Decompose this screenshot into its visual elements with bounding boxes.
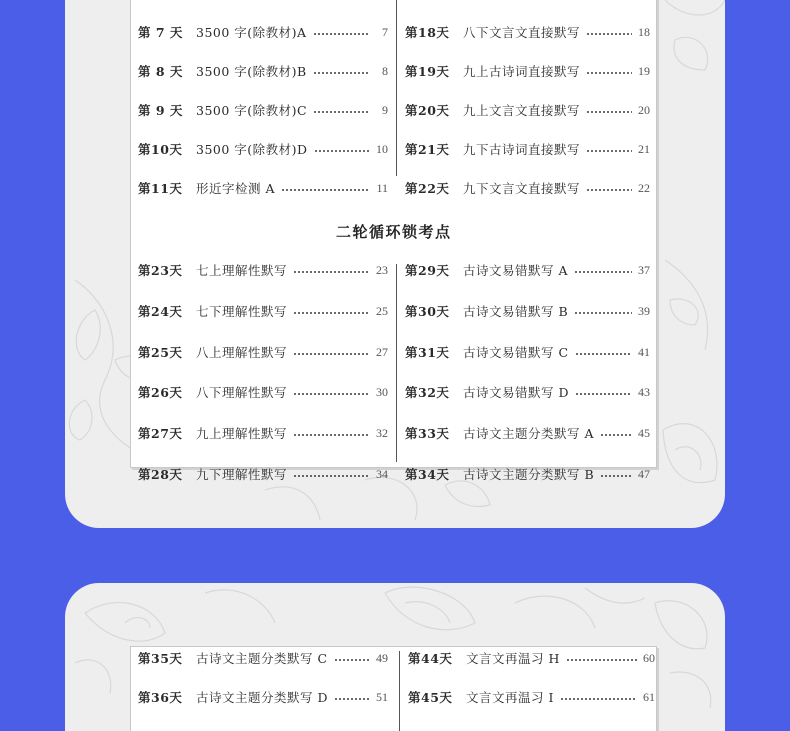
toc-entry[interactable] xyxy=(405,23,650,41)
entry-day: 第35天 xyxy=(138,651,183,666)
entry-page: 60 xyxy=(643,650,655,665)
toc-entry[interactable] xyxy=(405,101,650,119)
entry-page: 9 xyxy=(382,102,388,117)
entry-day: 第23天 xyxy=(138,263,183,278)
leader-dots xyxy=(586,71,632,75)
leader-dots xyxy=(313,110,370,114)
entry-day: 第 9 天 xyxy=(138,103,183,118)
leader-dots xyxy=(600,433,632,437)
leader-dots xyxy=(574,311,632,315)
leader-dots xyxy=(334,658,370,662)
leader-dots xyxy=(574,270,632,274)
entry-title: 古诗文易错默写 B xyxy=(463,304,569,319)
toc-entry[interactable] xyxy=(405,179,650,197)
section-title: 二轮循环锁考点 xyxy=(336,223,452,241)
entry-day: 第29天 xyxy=(405,263,450,278)
entry-page: 21 xyxy=(638,141,650,156)
column-divider xyxy=(396,264,397,462)
toc-sheet-top xyxy=(130,0,657,482)
leader-dots xyxy=(334,697,370,701)
leader-dots xyxy=(293,392,370,396)
entry-title: 3500 字(除教材)C xyxy=(196,103,308,118)
entry-page: 32 xyxy=(376,425,388,440)
entry-title: 古诗文主题分类默写 A xyxy=(463,426,595,441)
column-divider xyxy=(396,0,397,176)
toc-entry[interactable] xyxy=(138,302,388,320)
leader-dots xyxy=(313,32,370,36)
entry-page: 18 xyxy=(638,24,650,39)
entry-day: 第 8 天 xyxy=(138,64,183,79)
leader-dots xyxy=(293,433,370,437)
entry-day: 第25天 xyxy=(138,345,183,360)
entry-page: 11 xyxy=(376,180,388,195)
entry-day: 第32天 xyxy=(405,385,450,400)
entry-day: 第18天 xyxy=(405,25,450,40)
entry-day: 第28天 xyxy=(138,467,183,482)
entry-page: 22 xyxy=(638,180,650,195)
entry-title: 九上古诗词直接默写 xyxy=(463,64,581,79)
entry-title: 七上理解性默写 xyxy=(196,263,288,278)
toc-entry[interactable] xyxy=(138,383,388,401)
column-divider xyxy=(399,651,400,731)
entry-title: 七下理解性默写 xyxy=(196,304,288,319)
leader-dots xyxy=(293,352,370,356)
leader-dots xyxy=(293,270,370,274)
entry-title: 古诗文主题分类默写 C xyxy=(196,651,328,666)
top-card xyxy=(65,0,725,528)
entry-title: 3500 字(除教材)B xyxy=(196,64,307,79)
leader-dots xyxy=(575,352,632,356)
entry-day: 第10天 xyxy=(138,142,183,157)
toc-entry[interactable] xyxy=(405,465,650,483)
toc-entry[interactable] xyxy=(138,424,388,442)
entry-title: 古诗文主题分类默写 B xyxy=(463,467,595,482)
entry-day: 第 7 天 xyxy=(138,25,183,40)
entry-title: 八下理解性默写 xyxy=(196,385,288,400)
toc-entry[interactable] xyxy=(405,261,650,279)
entry-title: 文言文再温习 I xyxy=(466,690,554,705)
entry-page: 23 xyxy=(376,262,388,277)
entry-day: 第19天 xyxy=(405,64,450,79)
entry-page: 37 xyxy=(638,262,650,277)
leader-dots xyxy=(281,188,370,192)
entry-day: 第22天 xyxy=(405,181,450,196)
toc-entry[interactable] xyxy=(405,62,650,80)
entry-page: 61 xyxy=(643,689,655,704)
entry-title: 古诗文易错默写 A xyxy=(463,263,569,278)
entry-page: 25 xyxy=(376,303,388,318)
entry-title: 文言文再温习 H xyxy=(466,651,560,666)
entry-page: 45 xyxy=(638,425,650,440)
entry-day: 第27天 xyxy=(138,426,183,441)
entry-page: 30 xyxy=(376,384,388,399)
entry-page: 39 xyxy=(638,303,650,318)
entry-title: 古诗文易错默写 C xyxy=(463,345,569,360)
leader-dots xyxy=(313,71,370,75)
entry-day: 第33天 xyxy=(405,426,450,441)
toc-entry[interactable] xyxy=(408,688,655,706)
toc-entry[interactable] xyxy=(138,465,388,483)
leader-dots xyxy=(575,392,632,396)
toc-entry[interactable] xyxy=(138,101,388,119)
entry-day: 第30天 xyxy=(405,304,450,319)
toc-entry[interactable] xyxy=(138,140,388,158)
entry-page: 43 xyxy=(638,384,650,399)
entry-title: 3500 字(除教材)A xyxy=(196,25,307,40)
toc-entry[interactable] xyxy=(405,140,650,158)
entry-day: 第26天 xyxy=(138,385,183,400)
entry-day: 第44天 xyxy=(408,651,453,666)
leader-dots xyxy=(293,474,370,478)
entry-title: 九下理解性默写 xyxy=(196,467,288,482)
entry-title: 古诗文主题分类默写 D xyxy=(196,690,328,705)
toc-entry[interactable] xyxy=(138,649,388,667)
entry-day: 第36天 xyxy=(138,690,183,705)
leader-dots xyxy=(566,658,637,662)
entry-title: 八下文言文直接默写 xyxy=(463,25,581,40)
toc-entry[interactable] xyxy=(138,261,388,279)
leader-dots xyxy=(586,188,632,192)
entry-title: 九上文言文直接默写 xyxy=(463,103,581,118)
toc-entry[interactable] xyxy=(405,343,650,361)
entry-day: 第31天 xyxy=(405,345,450,360)
entry-title: 九下文言文直接默写 xyxy=(463,181,581,196)
entry-page: 34 xyxy=(376,466,388,481)
leader-dots xyxy=(293,311,370,315)
toc-sheet-bottom xyxy=(130,646,657,731)
entry-page: 7 xyxy=(382,24,388,39)
toc-entry[interactable] xyxy=(138,343,388,361)
entry-day: 第20天 xyxy=(405,103,450,118)
entry-page: 51 xyxy=(376,689,388,704)
entry-day: 第11天 xyxy=(138,181,183,196)
leader-dots xyxy=(586,32,632,36)
leader-dots xyxy=(314,149,370,153)
entry-day: 第45天 xyxy=(408,690,453,705)
entry-page: 49 xyxy=(376,650,388,665)
toc-entry[interactable] xyxy=(405,302,650,320)
bottom-card xyxy=(65,583,725,731)
entry-title: 八上理解性默写 xyxy=(196,345,288,360)
entry-day: 第24天 xyxy=(138,304,183,319)
leader-dots xyxy=(600,474,632,478)
entry-page: 27 xyxy=(376,344,388,359)
toc-entry[interactable] xyxy=(138,688,388,706)
entry-page: 8 xyxy=(382,63,388,78)
entry-page: 19 xyxy=(638,63,650,78)
toc-entry[interactable] xyxy=(408,649,655,667)
leader-dots xyxy=(560,697,637,701)
entry-title: 古诗文易错默写 D xyxy=(463,385,569,400)
entry-title: 3500 字(除教材)D xyxy=(196,142,308,157)
entry-title: 九上理解性默写 xyxy=(196,426,288,441)
toc-entry[interactable] xyxy=(405,424,650,442)
leader-dots xyxy=(586,110,632,114)
entry-title: 九下古诗词直接默写 xyxy=(463,142,581,157)
entry-page: 41 xyxy=(638,344,650,359)
entry-title: 形近字检测 A xyxy=(196,181,276,196)
leader-dots xyxy=(586,149,632,153)
entry-day: 第34天 xyxy=(405,467,450,482)
entry-page: 10 xyxy=(376,141,388,156)
toc-entry[interactable] xyxy=(405,383,650,401)
toc-entry[interactable] xyxy=(138,23,388,41)
toc-entry[interactable] xyxy=(138,179,388,197)
entry-day: 第21天 xyxy=(405,142,450,157)
entry-page: 20 xyxy=(638,102,650,117)
toc-entry[interactable] xyxy=(138,62,388,80)
entry-page: 47 xyxy=(638,466,650,481)
